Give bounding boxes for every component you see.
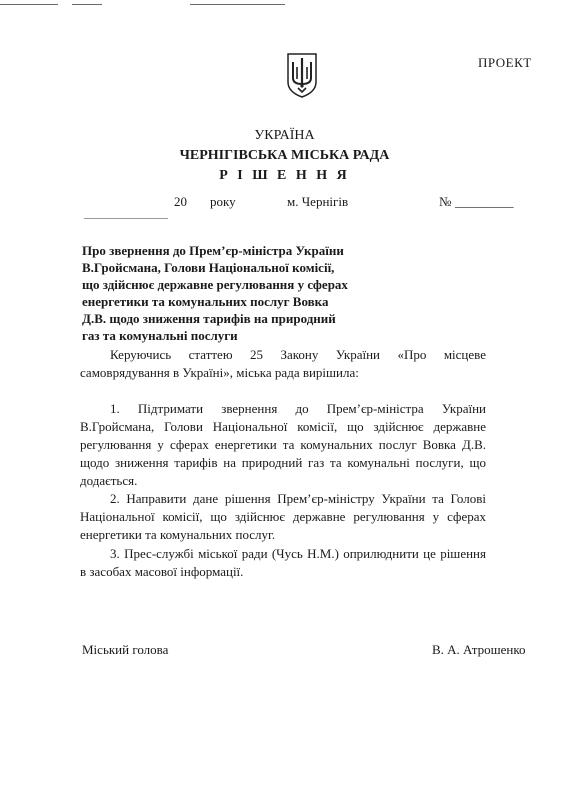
scan-edge-line xyxy=(190,4,285,5)
scan-edge-line xyxy=(0,4,58,5)
date-line xyxy=(0,194,569,214)
number-blank: _________ xyxy=(455,194,514,209)
blank-underline xyxy=(84,218,168,219)
title-line: що здійснює державне регулювання у сферах xyxy=(82,277,348,292)
number-label: № xyxy=(439,194,452,209)
council-heading: ЧЕРНІГІВСЬКА МІСЬКА РАДА xyxy=(179,148,390,163)
signature-position: Міський голова xyxy=(82,642,169,657)
title-line: В.Гройсмана, Голови Національної комісії, xyxy=(82,260,335,275)
item-3-text: 3. Прес-службі міської ради (Чусь Н.М.) оприлюднити це рішення в засобах масової інформації. xyxy=(80,546,486,579)
title-line: газ та комунальні послуги xyxy=(82,328,238,343)
preamble-text: Керуючись статтею 25 Закону України «Про місцеве самоврядування в Україні», міська рада вирішила: xyxy=(80,347,486,380)
date-year-word: року xyxy=(210,194,236,209)
item-1-paragraph xyxy=(80,400,486,490)
country-heading: УКРАЇНА xyxy=(254,128,315,143)
date-day: 20 xyxy=(174,194,187,209)
trident-coat-of-arms-icon xyxy=(286,52,318,98)
signature-name: В. А. Атрошенко xyxy=(432,642,526,657)
item-2-paragraph xyxy=(80,490,486,544)
item-1-text: 1. Підтримати звернення до Прем’єр-міністра України В.Гройсмана, Голови Національної комісії, що здійснює державне регулювання у сферах енергетики та комунальних послуг Вовка Д.В. щодо зниження тарифів на природний газ та комунальні послуги, що додається. xyxy=(80,401,486,488)
item-3-paragraph xyxy=(80,545,486,581)
preamble-paragraph xyxy=(80,346,486,382)
scan-edge-line xyxy=(72,4,102,5)
decision-title xyxy=(82,242,382,344)
draft-label: ПРОЕКТ xyxy=(478,55,532,70)
decision-heading: Р І Ш Е Н Н Я xyxy=(219,168,350,183)
title-line: Д.В. щодо зниження тарифів на природний xyxy=(82,311,336,326)
title-line: енергетики та комунальних послуг Вовка xyxy=(82,294,329,309)
item-2-text: 2. Направити дане рішення Прем’єр-міністру України та Голові Національної комісії, що здійснює державне регулювання у сферах енергетики та комунальних послуг. xyxy=(80,491,486,542)
city: м. Чернігів xyxy=(287,194,349,209)
title-line: Про звернення до Прем’єр-міністра України xyxy=(82,243,344,258)
